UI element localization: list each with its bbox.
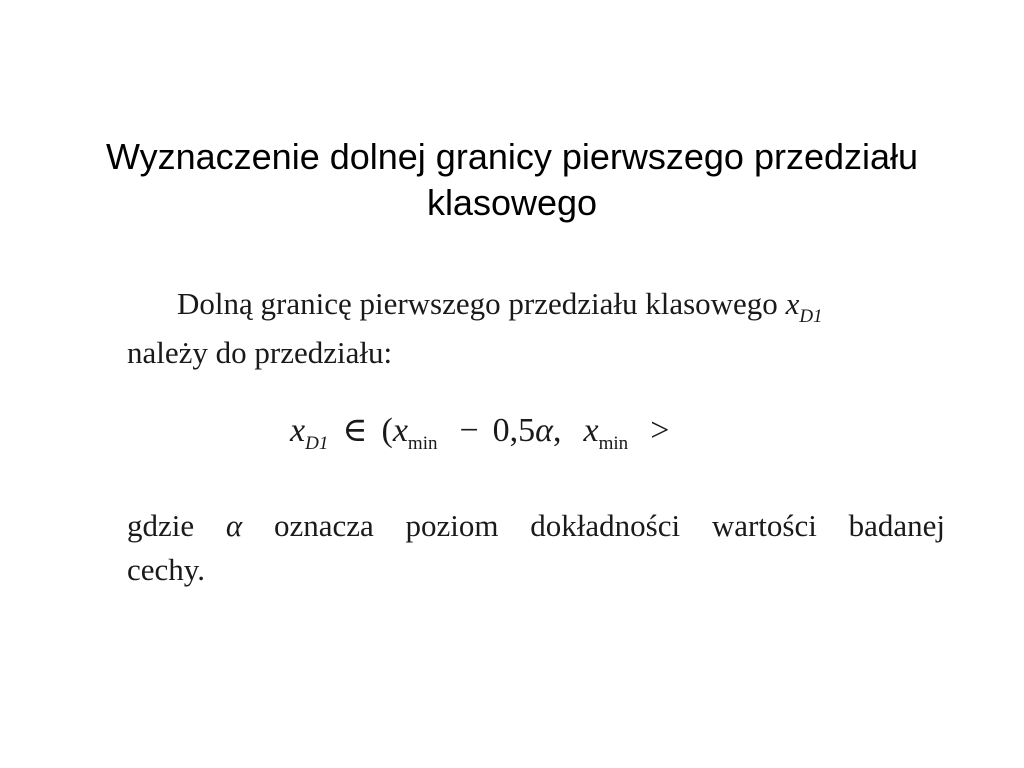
formula-x-min-1: x <box>392 412 408 449</box>
interval-formula <box>290 408 669 459</box>
intro-line-2: należy do przedziału: <box>127 335 393 370</box>
intro-variable-subscript: D1 <box>799 306 823 327</box>
explanation-gdzie: gdzie <box>127 508 226 543</box>
element-of-symbol: ∈ <box>342 412 368 449</box>
formula-sub-d1: D1 <box>305 433 329 454</box>
intro-line-1-text: Dolną granicę pierwszego przedziału klasowego <box>177 286 786 321</box>
formula-min-sub-1: min <box>407 433 438 454</box>
slide-title <box>40 134 984 226</box>
formula-alpha: α <box>535 412 554 449</box>
formula-x: x <box>290 412 306 449</box>
open-paren: ( <box>381 412 393 449</box>
explanation-line-2: cechy. <box>127 552 206 587</box>
intro-paragraph <box>127 282 957 375</box>
slide-title-line1: Wyznaczenie dolnej granicy pierwszego przedziału <box>105 136 919 177</box>
explanation-line-1 <box>127 504 945 548</box>
explanation-paragraph <box>127 504 945 592</box>
explanation-line-1-rest: oznacza poziom dokładności wartości badanej <box>242 508 946 543</box>
explanation-alpha: α <box>225 508 243 543</box>
slide-title-line2: klasowego <box>426 182 598 223</box>
intro-line-1 <box>127 282 957 331</box>
formula-close-bracket: > <box>650 412 670 449</box>
formula-comma: , <box>553 412 562 449</box>
minus-sign: − <box>459 412 479 449</box>
formula-x-min-2: x <box>583 412 599 449</box>
formula-value: 0,5 <box>492 412 536 449</box>
formula-min-sub-2: min <box>598 433 629 454</box>
intro-variable: x <box>785 286 800 321</box>
